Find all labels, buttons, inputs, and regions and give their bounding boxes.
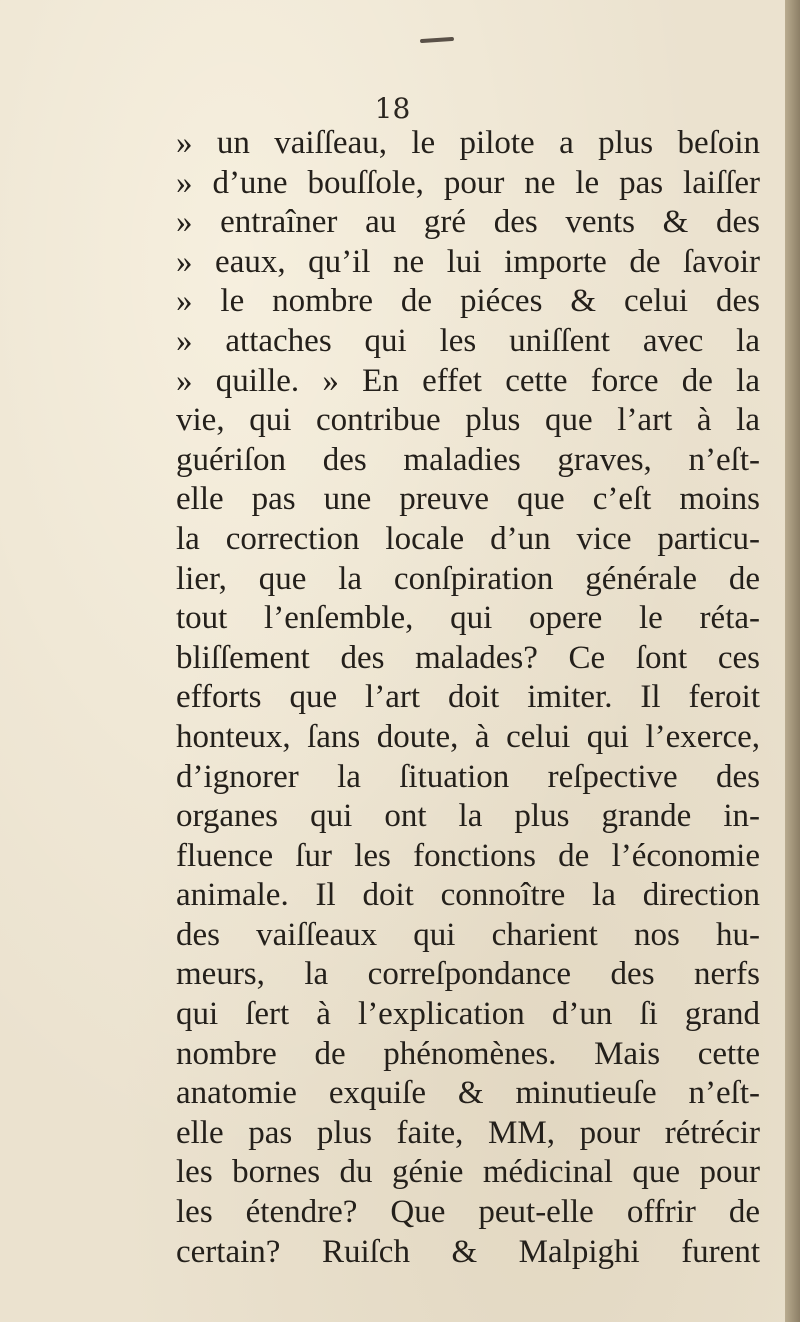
text-line: guériſon des maladies graves, n’eſt- [176,441,760,478]
text-line: les étendre? Que peut-elle offrir de [176,1194,760,1231]
text-body [176,124,760,1272]
text-line: » attaches qui les uniſſent avec la [176,322,760,359]
text-line: organes qui ont la plus grande in- [176,798,760,835]
text-line: qui ſert à l’explication d’un ſi grand [176,996,760,1033]
text-line: d’ignorer la ſituation reſpective des [176,758,760,795]
text-line: tout l’enſemble, qui opere le réta- [176,600,760,637]
text-line: vie, qui contribue plus que l’art à la [176,402,760,439]
text-line: la correction locale d’un vice particu- [176,520,760,557]
text-line: honteux, ſans doute, à celui qui l’exerce, [176,718,760,755]
text-line: des vaiſſeaux qui charient nos hu- [176,916,760,953]
text-line: » le nombre de piéces & celui des [176,283,760,320]
text-line: fluence ſur les fonctions de l’économie [176,837,760,874]
text-line: les bornes du génie médicinal que pour [176,1154,760,1191]
ink-mark [420,37,454,43]
text-line: » entraîner au gré des vents & des [176,204,760,241]
text-line: nombre de phénomènes. Mais cette [176,1035,760,1072]
text-line: » eaux, qu’il ne lui importe de ſavoir [176,243,760,280]
text-line: elle pas une preuve que c’eſt moins [176,481,760,518]
text-line: meurs, la correſpondance des nerfs [176,956,760,993]
text-line: » quille. » En effet cette force de la [176,362,760,399]
text-line: anatomie exquiſe & minutieuſe n’eſt- [176,1075,760,1112]
text-line: certain? Ruiſch & Malpighi furent [176,1233,760,1270]
text-line: lier, que la conſpiration générale de [176,560,760,597]
text-line: elle pas plus faite, MM, pour rétrécir [176,1114,760,1151]
page-edge [785,0,800,1322]
text-line: animale. Il doit connoître la direction [176,877,760,914]
text-line: bliſſement des malades? Ce ſont ces [176,639,760,676]
text-line: » d’une bouſſole, pour ne le pas laiſſer [176,164,760,201]
page-number: 18 [374,92,411,125]
text-line: efforts que l’art doit imiter. Il feroit [176,679,760,716]
text-line: » un vaiſſeau, le pilote a plus beſoin [176,125,760,161]
